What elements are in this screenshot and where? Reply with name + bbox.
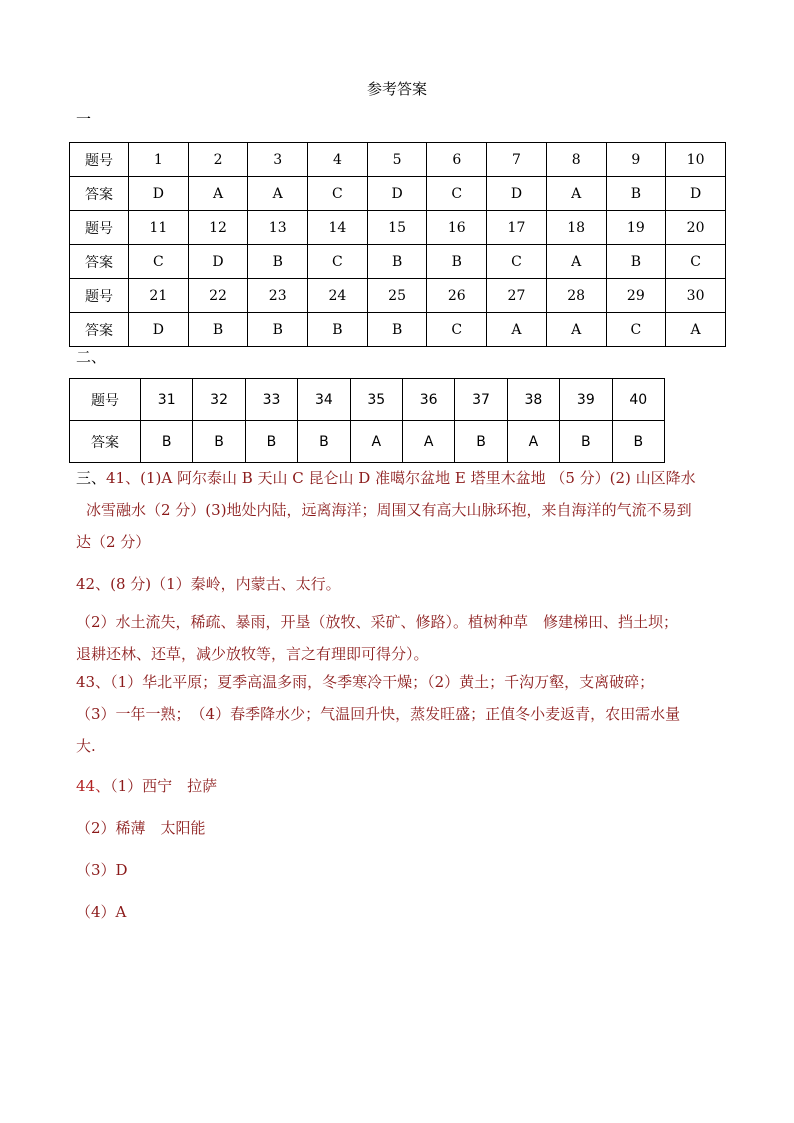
- table-cell: 21: [129, 279, 189, 313]
- table-cell: 40: [612, 379, 664, 421]
- table-cell: B: [367, 313, 427, 347]
- table-cell: 31: [141, 379, 193, 421]
- table-cell: D: [129, 177, 189, 211]
- q44-answer-1: （1）西宁 拉萨: [110, 777, 218, 795]
- table-cell: 36: [402, 379, 454, 421]
- row-label: 题号: [70, 379, 141, 421]
- table-row: [70, 177, 726, 211]
- table-cell: C: [129, 245, 189, 279]
- table-cell: A: [248, 177, 308, 211]
- table-cell: 38: [507, 379, 559, 421]
- table-cell: B: [606, 177, 666, 211]
- q43-line-1: 43、（1）华北平原；夏季高温多雨，冬季寒冷干燥；（2）黄土；千沟万壑，支离破碎；: [76, 673, 655, 691]
- table-cell: 2: [188, 143, 248, 177]
- table-cell: 37: [455, 379, 507, 421]
- question-44: [76, 770, 217, 928]
- q44-answer-2: （2）稀薄 太阳能: [76, 819, 206, 837]
- page-title: 参考答案: [366, 80, 427, 98]
- answer-table-two: [69, 378, 665, 463]
- table-cell: B: [606, 245, 666, 279]
- table-cell: 5: [367, 143, 427, 177]
- table-cell: A: [546, 177, 606, 211]
- table-cell: 27: [487, 279, 547, 313]
- row-label: 题号: [70, 211, 129, 245]
- table-cell: 3: [248, 143, 308, 177]
- table-cell: B: [367, 245, 427, 279]
- q41-text-1: 41、(1)A 阿尔泰山 B 天山 C 昆仑山 D 准噶尔盆地 E 塔里木盆地 （5 分）(2) 山区降水: [106, 469, 696, 487]
- table-cell: A: [350, 421, 402, 463]
- q43-line-2: （3）一年一熟； （4）春季降水少；气温回升快，蒸发旺盛；正值冬小麦返青，农田需水量: [76, 705, 681, 723]
- table-cell: C: [427, 313, 487, 347]
- table-cell: 20: [666, 211, 726, 245]
- table-cell: B: [193, 421, 245, 463]
- q42-line-1: [76, 568, 726, 600]
- table-cell: 11: [129, 211, 189, 245]
- table-cell: 7: [487, 143, 547, 177]
- table-cell: 1: [129, 143, 189, 177]
- table-cell: 12: [188, 211, 248, 245]
- row-label: 答案: [70, 421, 141, 463]
- table-cell: B: [298, 421, 350, 463]
- table-cell: 9: [606, 143, 666, 177]
- table-cell: 39: [560, 379, 612, 421]
- table-cell: B: [308, 313, 368, 347]
- table-cell: B: [248, 313, 308, 347]
- table-cell: 35: [350, 379, 402, 421]
- q44-answer-3: （3）D: [76, 861, 128, 879]
- table-cell: A: [487, 313, 547, 347]
- question-42: [76, 568, 726, 670]
- table-cell: 15: [367, 211, 427, 245]
- q44-line-1: [76, 770, 217, 802]
- table-cell: A: [402, 421, 454, 463]
- section-two-label: 二、: [76, 348, 107, 366]
- q44-answer-4: （4）A: [76, 903, 127, 921]
- table-row: [70, 313, 726, 347]
- q44-number: 44、: [76, 777, 111, 795]
- row-label: 答案: [70, 313, 129, 347]
- q41-line-2: 冰雪融水（2 分）(3)地处内陆，远离海洋；周围又有高大山脉环抱，来自海洋的气流不易到: [86, 501, 692, 519]
- table-row: [70, 245, 726, 279]
- q42-line-2: （2）水土流失，稀疏、暴雨，开垦（放牧、采矿、修路）。植树种草 修建梯田、挡土坝；: [76, 613, 679, 631]
- table-cell: 18: [546, 211, 606, 245]
- table-row: [70, 143, 726, 177]
- section-three-label: 三、: [76, 469, 107, 487]
- table-cell: A: [546, 245, 606, 279]
- table-cell: D: [367, 177, 427, 211]
- table-cell: 4: [308, 143, 368, 177]
- q42-line-3: 退耕还林、还草，减少放牧等，言之有理即可得分）。: [76, 645, 429, 663]
- table-cell: B: [455, 421, 507, 463]
- q41-line-3: 达（2 分）: [76, 533, 151, 551]
- table-cell: 13: [248, 211, 308, 245]
- table-cell: B: [245, 421, 297, 463]
- table-cell: C: [308, 245, 368, 279]
- table-cell: D: [666, 177, 726, 211]
- q42-number: 42: [76, 575, 96, 593]
- section-one-label: 一: [76, 110, 92, 128]
- table-cell: 10: [666, 143, 726, 177]
- table-cell: B: [141, 421, 193, 463]
- table-cell: B: [188, 313, 248, 347]
- table-cell: C: [308, 177, 368, 211]
- q41-line-1: [76, 462, 726, 494]
- table-cell: A: [188, 177, 248, 211]
- row-label: 题号: [70, 279, 129, 313]
- table-cell: 29: [606, 279, 666, 313]
- table-cell: 26: [427, 279, 487, 313]
- table-cell: 30: [666, 279, 726, 313]
- table-cell: A: [546, 313, 606, 347]
- table-cell: 24: [308, 279, 368, 313]
- table-cell: B: [427, 245, 487, 279]
- table-cell: B: [248, 245, 308, 279]
- table-cell: 28: [546, 279, 606, 313]
- table-cell: D: [188, 245, 248, 279]
- table-cell: 25: [367, 279, 427, 313]
- table-cell: A: [666, 313, 726, 347]
- table-cell: A: [507, 421, 559, 463]
- q42-text-1: 、(8 分)（1）秦岭，内蒙古、太行。: [95, 575, 341, 593]
- table-cell: 8: [546, 143, 606, 177]
- q43-line-3: 大.: [76, 737, 96, 755]
- table-cell: 34: [298, 379, 350, 421]
- answer-table-one: [69, 142, 726, 347]
- table-cell: C: [427, 177, 487, 211]
- table-cell: D: [487, 177, 547, 211]
- table-cell: B: [560, 421, 612, 463]
- table-cell: C: [666, 245, 726, 279]
- table-row: [70, 211, 726, 245]
- question-41: [76, 462, 726, 558]
- table-cell: 19: [606, 211, 666, 245]
- row-label: 题号: [70, 143, 129, 177]
- table-cell: 14: [308, 211, 368, 245]
- question-43: [76, 666, 726, 762]
- table-row: [70, 379, 665, 421]
- table-cell: 22: [188, 279, 248, 313]
- table-cell: 33: [245, 379, 297, 421]
- table-cell: 32: [193, 379, 245, 421]
- table-row: [70, 279, 726, 313]
- table-cell: 23: [248, 279, 308, 313]
- table-cell: C: [487, 245, 547, 279]
- row-label: 答案: [70, 245, 129, 279]
- table-cell: 16: [427, 211, 487, 245]
- table-cell: B: [612, 421, 664, 463]
- row-label: 答案: [70, 177, 129, 211]
- table-cell: C: [606, 313, 666, 347]
- table-cell: 17: [487, 211, 547, 245]
- table-cell: D: [129, 313, 189, 347]
- table-cell: 6: [427, 143, 487, 177]
- table-row: [70, 421, 665, 463]
